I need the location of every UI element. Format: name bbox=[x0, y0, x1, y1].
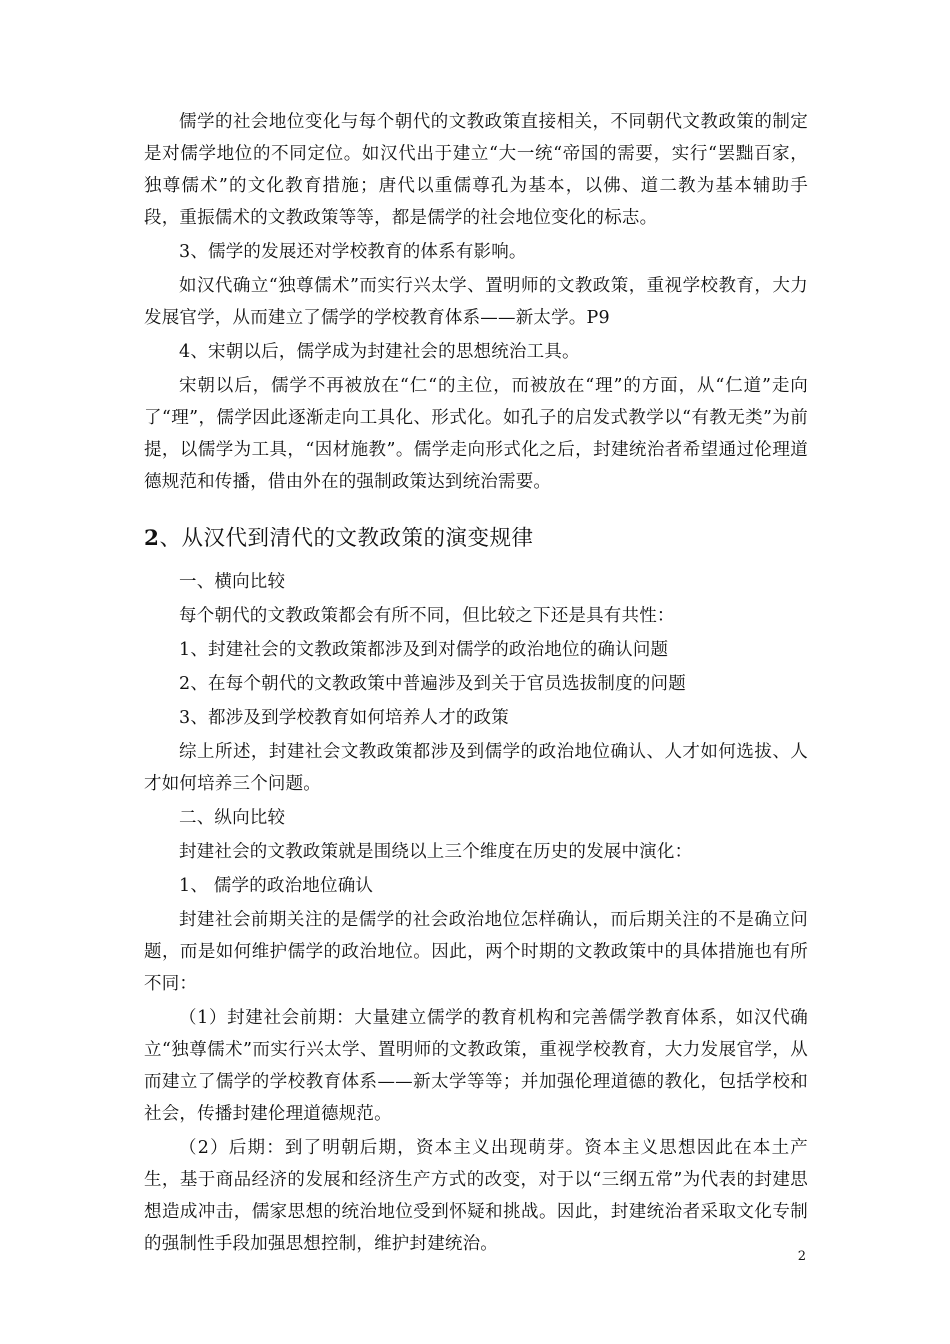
paragraph: 1、封建社会的文教政策都涉及到对儒学的政治地位的确认问题 bbox=[179, 640, 669, 660]
paragraph: 3、都涉及到学校教育如何培养人才的政策 bbox=[179, 708, 509, 728]
paragraph: 3、儒学的发展还对学校教育的体系有影响。 bbox=[179, 242, 527, 262]
page-number: 2 bbox=[797, 1249, 806, 1264]
paragraph: 封建社会前期关注的是儒学的社会政治地位怎样确认，而后期关注的不是确立问题，而是如何维护儒学的政治地位。因此，两个时期的文教政策中的具体措施也有所不同： bbox=[144, 910, 808, 994]
paragraph: 一、横向比较 bbox=[179, 572, 286, 592]
section-heading-number: 2 bbox=[144, 526, 160, 551]
paragraph: 1、 儒学的政治地位确认 bbox=[179, 876, 374, 896]
paragraph: 如汉代确立“独尊儒术”而实行兴太学、置明师的文教政策，重视学校教育，大力发展官学，从而建立了儒学的学校教育体系——新太学。P9 bbox=[144, 276, 808, 328]
section-heading bbox=[144, 522, 808, 556]
paragraph: 2、在每个朝代的文教政策中普遍涉及到关于官员选拔制度的问题 bbox=[179, 674, 686, 694]
paragraph: 二、纵向比较 bbox=[179, 808, 286, 828]
section-heading-text: 、从汉代到清代的文教政策的演变规律 bbox=[159, 526, 534, 551]
paragraph: 综上所述，封建社会文教政策都涉及到儒学的政治地位确认、人才如何选拔、人才如何培养三个问题。 bbox=[144, 742, 808, 794]
paragraph: （1）封建社会前期：大量建立儒学的教育机构和完善儒学教育体系，如汉代确立“独尊儒术”而实行兴太学、置明师的文教政策，重视学校教育，大力发展官学，从而建立了儒学的学校教育体系——新太学等等；并加强伦理道德的教化，包括学校和社会，传播封建伦理道德规范。 bbox=[144, 1008, 808, 1124]
paragraph: 封建社会的文教政策就是围绕以上三个维度在历史的发展中演化： bbox=[179, 842, 693, 862]
page-content bbox=[144, 106, 808, 1262]
paragraph: 宋朝以后，儒学不再被放在“仁“的主位，而被放在“理”的方面，从“仁道”走向了“理”，儒学因此逐渐走向工具化、形式化。如孔子的启发式教学以“有教无类”为前提，以儒学为工具，“因材施教”。儒学走向形式化之后，封建统治者希望通过伦理道德规范和传播，借由外在的强制政策达到统治需要。 bbox=[144, 376, 808, 492]
paragraph: （2）后期：到了明朝后期，资本主义出现萌芽。资本主义思想因此在本土产生，基于商品经济的发展和经济生产方式的改变，对于以“三纲五常”为代表的封建思想造成冲击，儒家思想的统治地位受到怀疑和挑战。因此，封建统治者采取文化专制的强制性手段加强思想控制，维护封建统治。 bbox=[144, 1138, 808, 1254]
paragraph: 每个朝代的文教政策都会有所不同，但比较之下还是具有共性： bbox=[179, 606, 675, 626]
paragraph: 儒学的社会地位变化与每个朝代的文教政策直接相关，不同朝代文教政策的制定是对儒学地位的不同定位。如汉代出于建立“大一统“帝国的需要，实行“罢黜百家，独尊儒术”的文化教育措施；唐代以重儒尊孔为基本，以佛、道二教为基本辅助手段，重振儒术的文教政策等等，都是儒学的社会地位变化的标志。 bbox=[144, 112, 808, 228]
paragraph: 4、宋朝以后，儒学成为封建社会的思想统治工具。 bbox=[179, 342, 580, 362]
